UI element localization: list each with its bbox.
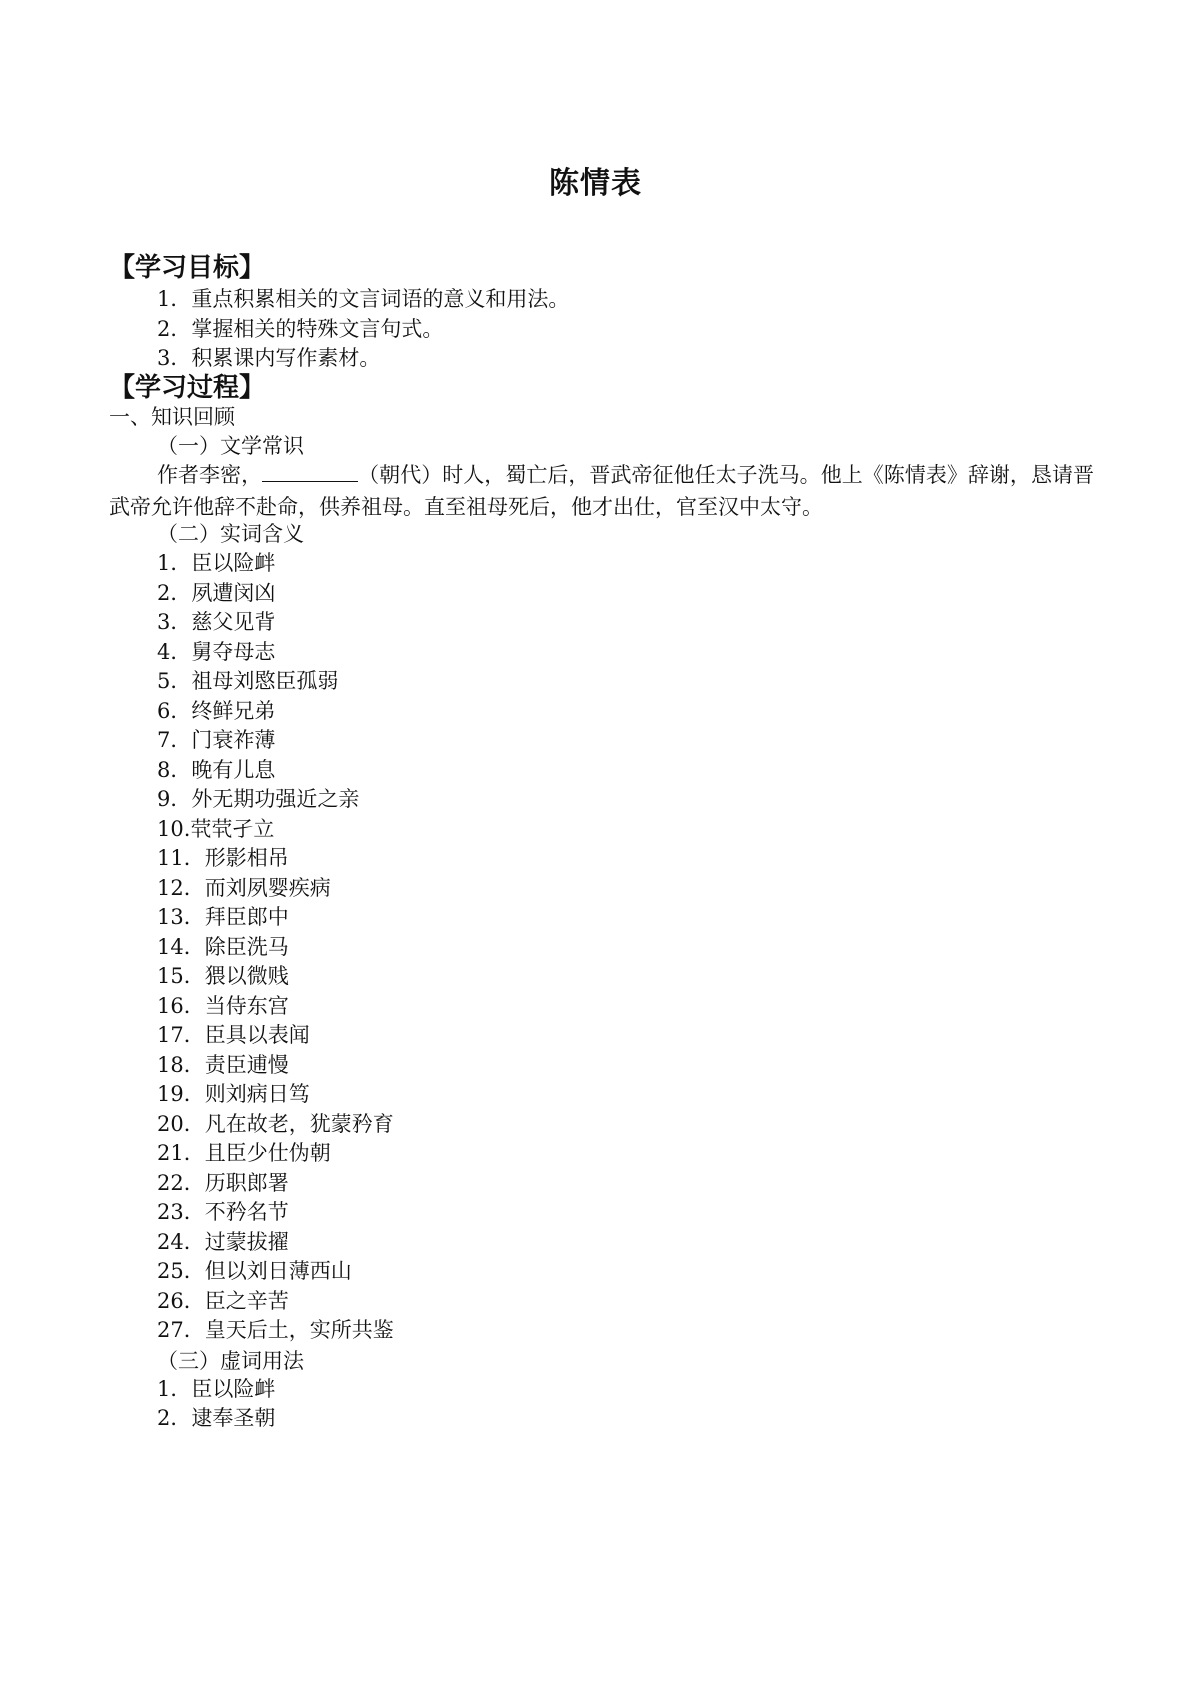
content-word-item: 18．责臣逋慢	[157, 1053, 289, 1077]
function-word-item: 2．逮奉圣朝	[157, 1406, 276, 1430]
content-word-item: 7．门衰祚薄	[157, 728, 276, 752]
goals-heading: 【学习目标】	[109, 253, 266, 283]
content-word-item: 21．且臣少仕伪朝	[157, 1141, 331, 1165]
content-word-item: 15．猥以微贱	[157, 964, 289, 988]
goal-item: 2．掌握相关的特殊文言句式。	[157, 317, 444, 341]
content-words-label: （二）实词含义	[157, 522, 304, 546]
process-heading: 【学习过程】	[109, 373, 266, 403]
content-word-item: 23．不矜名节	[157, 1200, 289, 1224]
content-word-item: 12．而刘夙婴疾病	[157, 876, 331, 900]
content-word-item: 14．除臣洗马	[157, 935, 289, 959]
content-word-item: 20．凡在故老，犹蒙矜育	[157, 1112, 394, 1136]
content-word-item: 10.茕茕孑立	[157, 817, 275, 841]
content-word-item: 13．拜臣郎中	[157, 905, 289, 929]
content-word-item: 24．过蒙拔擢	[157, 1230, 289, 1254]
goal-item: 1．重点积累相关的文言词语的意义和用法。	[157, 287, 570, 311]
content-word-item: 1．臣以险衅	[157, 551, 276, 575]
content-word-item: 2．夙遭闵凶	[157, 581, 276, 605]
fill-in-blank	[262, 461, 358, 482]
content-word-item: 8．晚有儿息	[157, 758, 276, 782]
paragraph-text-rest: （朝代）时人，蜀亡后，晋武帝征他任太子洗马。他上《陈情表》辞谢，恳请晋武帝允许他辞不赴命，供养祖母。直至祖母死后，他才出仕，官至汉中太守。	[109, 463, 1094, 519]
content-word-item: 4．舅夺母志	[157, 640, 276, 664]
content-word-item: 5．祖母刘愍臣孤弱	[157, 669, 339, 693]
content-word-item: 9．外无期功强近之亲	[157, 787, 360, 811]
content-word-item: 25．但以刘日薄西山	[157, 1259, 352, 1283]
paragraph-text-start: 作者李密，	[157, 463, 263, 487]
content-word-item: 26．臣之辛苦	[157, 1289, 289, 1313]
content-word-item: 22．历职郎署	[157, 1171, 289, 1195]
function-words-label: （三）虚词用法	[157, 1349, 304, 1373]
content-word-item: 19．则刘病日笃	[157, 1082, 310, 1106]
content-word-item: 17．臣具以表闻	[157, 1023, 310, 1047]
part-label: 一、知识回顾	[109, 405, 235, 429]
content-word-item: 6．终鲜兄弟	[157, 699, 276, 723]
goal-item: 3．积累课内写作素材。	[157, 346, 381, 370]
content-word-item: 11．形影相吊	[157, 846, 289, 870]
literature-label: （一）文学常识	[157, 434, 304, 458]
content-word-item: 3．慈父见背	[157, 610, 276, 634]
function-word-item: 1．臣以险衅	[157, 1377, 276, 1401]
content-word-item: 27．皇天后土，实所共鉴	[157, 1318, 394, 1342]
content-word-item: 16．当侍东宫	[157, 994, 289, 1018]
literature-paragraph	[109, 459, 1094, 523]
document-title: 陈情表	[549, 166, 642, 201]
